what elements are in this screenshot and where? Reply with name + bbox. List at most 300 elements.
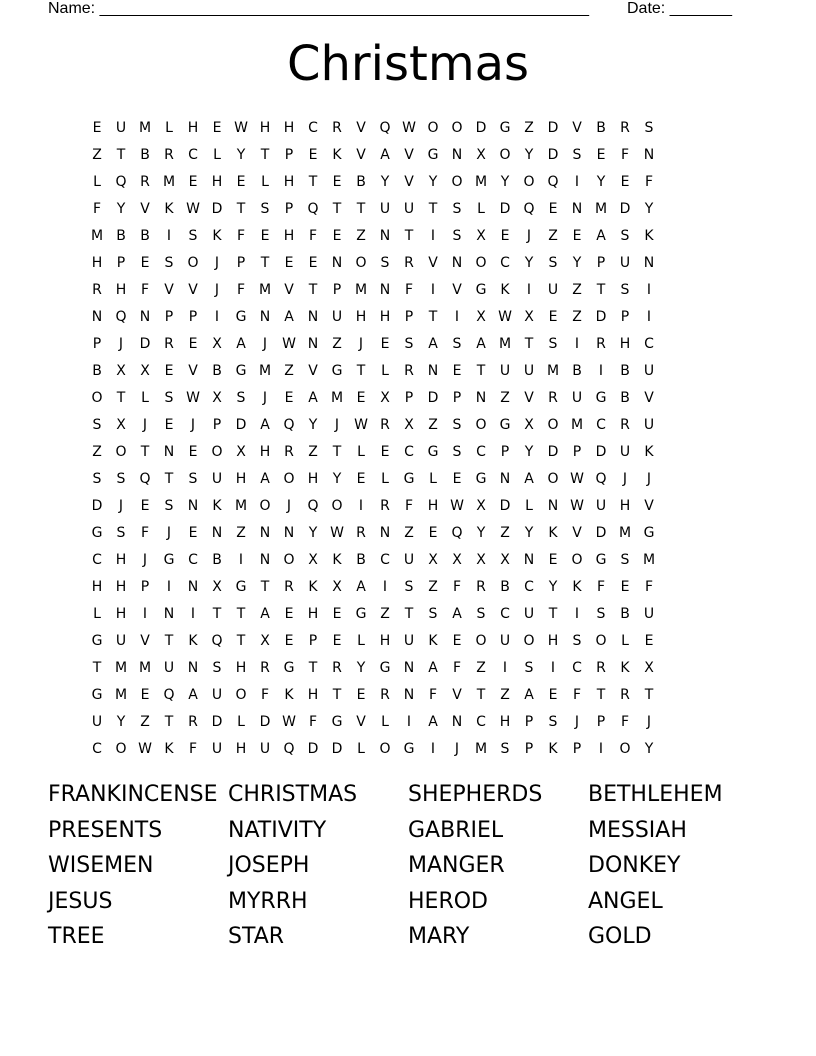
- grid-letter: B: [356, 551, 366, 568]
- grid-letter: V: [404, 173, 414, 190]
- grid-letter: G: [403, 470, 415, 487]
- grid-letter: J: [646, 470, 652, 487]
- grid-letter: E: [212, 119, 222, 136]
- grid-letter: U: [499, 632, 511, 649]
- grid-letter: O: [475, 632, 487, 649]
- grid-letter: F: [140, 281, 150, 298]
- grid-letter: P: [236, 254, 246, 271]
- grid-letter: H: [235, 740, 247, 757]
- grid-letter: S: [548, 254, 558, 271]
- grid-letter: A: [260, 416, 270, 433]
- grid-letter: O: [499, 146, 511, 163]
- grid-letter: P: [596, 254, 606, 271]
- grid-letter: G: [595, 389, 607, 406]
- grid-letter: O: [523, 632, 535, 649]
- grid-letter: L: [237, 713, 245, 730]
- grid-letter: P: [404, 308, 414, 325]
- grid-letter: G: [163, 551, 175, 568]
- grid-letter: N: [499, 470, 511, 487]
- grid-letter: T: [212, 605, 222, 622]
- grid-letter: E: [548, 686, 558, 703]
- grid-letter: P: [92, 335, 102, 352]
- grid-letter: R: [260, 659, 270, 676]
- grid-letter: G: [91, 632, 103, 649]
- grid-letter: L: [93, 605, 101, 622]
- grid-letter: B: [572, 362, 582, 379]
- grid-letter: R: [92, 281, 102, 298]
- grid-letter: J: [286, 497, 292, 514]
- grid-letter: B: [212, 551, 222, 568]
- grid-letter: O: [211, 443, 223, 460]
- grid-letter: P: [452, 389, 462, 406]
- grid-letter: S: [116, 470, 126, 487]
- grid-letter: J: [142, 416, 148, 433]
- grid-letter: V: [356, 119, 366, 136]
- grid-letter: B: [140, 146, 150, 163]
- grid-letter: C: [524, 578, 534, 595]
- grid-letter: A: [260, 470, 270, 487]
- grid-letter: Z: [500, 686, 510, 703]
- grid-letter: W: [282, 713, 296, 730]
- grid-letter: I: [574, 605, 580, 622]
- grid-letter: G: [475, 470, 487, 487]
- grid-letter: E: [284, 632, 294, 649]
- grid-letter: U: [211, 470, 223, 487]
- grid-letter: K: [548, 524, 558, 541]
- grid-letter: P: [284, 146, 294, 163]
- grid-letter: X: [212, 389, 222, 406]
- grid-letter: U: [403, 200, 415, 217]
- grid-letter: S: [428, 605, 438, 622]
- grid-letter: Q: [547, 173, 559, 190]
- grid-row: [85, 222, 733, 249]
- grid-letter: I: [454, 308, 460, 325]
- grid-letter: Y: [548, 578, 558, 595]
- grid-letter: N: [139, 308, 151, 325]
- grid-letter: E: [596, 146, 606, 163]
- grid-letter: H: [115, 281, 127, 298]
- grid-letter: E: [284, 605, 294, 622]
- grid-row: [85, 627, 733, 654]
- grid-letter: A: [236, 335, 246, 352]
- grid-letter: M: [90, 227, 104, 244]
- grid-letter: H: [307, 686, 319, 703]
- grid-letter: T: [476, 686, 486, 703]
- grid-letter: C: [500, 605, 510, 622]
- grid-letter: W: [498, 308, 512, 325]
- grid-letter: N: [163, 443, 175, 460]
- grid-letter: I: [526, 281, 532, 298]
- grid-letter: L: [261, 173, 269, 190]
- grid-letter: O: [475, 254, 487, 271]
- grid-letter: E: [332, 227, 342, 244]
- grid-letter: X: [308, 551, 318, 568]
- grid-letter: H: [283, 227, 295, 244]
- grid-letter: S: [644, 119, 654, 136]
- grid-letter: X: [236, 443, 246, 460]
- grid-letter: V: [356, 713, 366, 730]
- grid-letter: W: [186, 389, 200, 406]
- grid-letter: E: [284, 254, 294, 271]
- grid-letter: G: [91, 686, 103, 703]
- grid-letter: H: [355, 308, 367, 325]
- grid-letter: B: [620, 389, 630, 406]
- grid-letter: W: [234, 119, 248, 136]
- grid-letter: Y: [524, 254, 534, 271]
- grid-letter: R: [164, 335, 174, 352]
- word-list: [48, 780, 768, 958]
- grid-letter: U: [595, 497, 607, 514]
- grid-letter: T: [260, 578, 270, 595]
- grid-letter: J: [214, 281, 220, 298]
- grid-letter: Q: [211, 632, 223, 649]
- grid-letter: R: [284, 443, 294, 460]
- grid-letter: X: [212, 578, 222, 595]
- grid-letter: F: [404, 497, 414, 514]
- word-list-item: MYRRH: [228, 888, 308, 914]
- grid-letter: P: [212, 416, 222, 433]
- grid-letter: H: [379, 632, 391, 649]
- grid-letter: S: [500, 740, 510, 757]
- grid-letter: B: [500, 578, 510, 595]
- grid-letter: I: [142, 605, 148, 622]
- grid-letter: J: [190, 416, 196, 433]
- grid-letter: E: [500, 227, 510, 244]
- grid-letter: P: [404, 389, 414, 406]
- grid-letter: S: [572, 632, 582, 649]
- grid-letter: C: [308, 119, 318, 136]
- grid-letter: V: [572, 119, 582, 136]
- grid-letter: G: [475, 281, 487, 298]
- grid-letter: W: [186, 200, 200, 217]
- grid-letter: V: [572, 524, 582, 541]
- grid-letter: R: [596, 659, 606, 676]
- grid-letter: H: [259, 443, 271, 460]
- grid-letter: D: [595, 524, 607, 541]
- word-list-item: GABRIEL: [408, 817, 504, 843]
- grid-letter: D: [475, 119, 487, 136]
- grid-letter: O: [235, 686, 247, 703]
- grid-letter: B: [620, 605, 630, 622]
- grid-letter: T: [428, 308, 438, 325]
- grid-letter: N: [331, 254, 343, 271]
- grid-letter: G: [427, 443, 439, 460]
- grid-letter: I: [550, 659, 556, 676]
- grid-letter: L: [357, 443, 365, 460]
- grid-letter: B: [620, 362, 630, 379]
- grid-letter: V: [188, 281, 198, 298]
- grid-letter: E: [452, 470, 462, 487]
- grid-letter: Z: [500, 389, 510, 406]
- grid-letter: J: [454, 740, 460, 757]
- grid-letter: K: [164, 200, 174, 217]
- grid-row: [85, 735, 733, 762]
- grid-row: [85, 141, 733, 168]
- grid-letter: K: [644, 227, 654, 244]
- grid-letter: S: [188, 227, 198, 244]
- grid-letter: D: [427, 389, 439, 406]
- grid-letter: S: [548, 335, 558, 352]
- grid-letter: M: [138, 659, 152, 676]
- grid-letter: J: [118, 497, 124, 514]
- grid-letter: S: [476, 605, 486, 622]
- grid-letter: N: [187, 659, 199, 676]
- grid-letter: B: [596, 119, 606, 136]
- grid-row: [85, 249, 733, 276]
- grid-letter: T: [644, 686, 654, 703]
- grid-letter: T: [92, 659, 102, 676]
- grid-letter: V: [308, 362, 318, 379]
- grid-letter: P: [308, 632, 318, 649]
- grid-letter: Y: [524, 146, 534, 163]
- grid-letter: Y: [308, 524, 318, 541]
- grid-letter: J: [262, 335, 268, 352]
- grid-letter: C: [404, 443, 414, 460]
- word-list-item: MANGER: [408, 853, 505, 878]
- grid-letter: M: [642, 551, 656, 568]
- grid-letter: L: [621, 632, 629, 649]
- grid-letter: V: [644, 497, 654, 514]
- grid-letter: X: [452, 551, 462, 568]
- grid-letter: G: [595, 551, 607, 568]
- grid-letter: Z: [404, 524, 414, 541]
- grid-letter: E: [188, 443, 198, 460]
- grid-letter: W: [354, 416, 368, 433]
- grid-letter: F: [140, 524, 150, 541]
- grid-letter: N: [211, 524, 223, 541]
- grid-letter: M: [474, 740, 488, 757]
- grid-letter: I: [646, 308, 652, 325]
- grid-letter: T: [164, 470, 174, 487]
- grid-letter: E: [140, 686, 150, 703]
- grid-letter: Z: [92, 146, 102, 163]
- grid-row: [85, 438, 733, 465]
- grid-letter: Q: [307, 200, 319, 217]
- grid-letter: J: [574, 713, 580, 730]
- grid-letter: F: [92, 200, 102, 217]
- grid-letter: N: [307, 308, 319, 325]
- grid-letter: U: [643, 416, 655, 433]
- grid-letter: J: [334, 416, 340, 433]
- grid-letter: X: [500, 551, 510, 568]
- grid-letter: T: [332, 200, 342, 217]
- grid-letter: S: [404, 335, 414, 352]
- grid-letter: T: [596, 281, 606, 298]
- grid-letter: F: [428, 686, 438, 703]
- grid-letter: Y: [380, 173, 390, 190]
- grid-letter: S: [452, 416, 462, 433]
- grid-letter: O: [595, 632, 607, 649]
- grid-letter: I: [430, 227, 436, 244]
- grid-letter: O: [187, 254, 199, 271]
- grid-letter: H: [499, 713, 511, 730]
- grid-letter: N: [427, 362, 439, 379]
- grid-letter: E: [332, 632, 342, 649]
- grid-letter: S: [164, 497, 174, 514]
- grid-letter: O: [547, 416, 559, 433]
- word-list-item: GOLD: [588, 924, 652, 949]
- grid-letter: Y: [524, 524, 534, 541]
- grid-letter: G: [235, 362, 247, 379]
- grid-row: [85, 303, 733, 330]
- grid-letter: U: [211, 740, 223, 757]
- grid-letter: H: [427, 497, 439, 514]
- grid-letter: M: [354, 281, 368, 298]
- grid-letter: T: [476, 362, 486, 379]
- grid-letter: I: [598, 740, 604, 757]
- grid-letter: C: [92, 740, 102, 757]
- grid-letter: I: [430, 740, 436, 757]
- word-list-item: TREE: [48, 924, 105, 949]
- grid-letter: M: [618, 524, 632, 541]
- grid-letter: J: [142, 551, 148, 568]
- grid-letter: E: [356, 389, 366, 406]
- grid-letter: Y: [356, 659, 366, 676]
- grid-letter: B: [212, 362, 222, 379]
- grid-letter: Z: [332, 335, 342, 352]
- grid-letter: E: [308, 254, 318, 271]
- grid-letter: I: [502, 659, 508, 676]
- grid-letter: F: [260, 686, 270, 703]
- grid-letter: W: [450, 497, 464, 514]
- grid-letter: M: [234, 497, 248, 514]
- grid-letter: T: [236, 632, 246, 649]
- grid-letter: Z: [236, 524, 246, 541]
- grid-letter: E: [356, 470, 366, 487]
- grid-letter: E: [236, 173, 246, 190]
- date-field-label: Date: _______: [627, 0, 732, 17]
- grid-letter: E: [92, 119, 102, 136]
- grid-letter: D: [619, 200, 631, 217]
- grid-letter: P: [188, 308, 198, 325]
- grid-letter: M: [258, 362, 272, 379]
- grid-letter: Z: [140, 713, 150, 730]
- grid-letter: Y: [596, 173, 606, 190]
- grid-letter: C: [380, 551, 390, 568]
- grid-letter: P: [572, 740, 582, 757]
- grid-letter: S: [164, 254, 174, 271]
- grid-letter: H: [307, 605, 319, 622]
- grid-letter: Q: [307, 497, 319, 514]
- grid-letter: N: [451, 713, 463, 730]
- grid-letter: L: [381, 713, 389, 730]
- grid-letter: T: [260, 254, 270, 271]
- grid-letter: N: [259, 524, 271, 541]
- grid-letter: T: [308, 659, 318, 676]
- grid-letter: I: [190, 605, 196, 622]
- grid-row: [85, 573, 733, 600]
- grid-letter: W: [570, 497, 584, 514]
- grid-letter: E: [548, 551, 558, 568]
- grid-letter: Z: [476, 659, 486, 676]
- grid-letter: H: [235, 470, 247, 487]
- word-list-item: JESUS: [48, 888, 113, 914]
- grid-letter: N: [451, 146, 463, 163]
- grid-letter: M: [162, 173, 176, 190]
- grid-letter: A: [428, 335, 438, 352]
- grid-letter: A: [356, 578, 366, 595]
- word-list-item: BETHLEHEM: [588, 782, 723, 807]
- grid-letter: H: [259, 119, 271, 136]
- grid-letter: Z: [428, 416, 438, 433]
- grid-letter: U: [619, 254, 631, 271]
- grid-letter: I: [214, 308, 220, 325]
- grid-letter: S: [524, 659, 534, 676]
- grid-letter: Y: [308, 416, 318, 433]
- grid-letter: N: [403, 659, 415, 676]
- grid-letter: B: [356, 173, 366, 190]
- grid-letter: X: [476, 551, 486, 568]
- grid-letter: T: [116, 146, 126, 163]
- grid-letter: L: [357, 632, 365, 649]
- grid-letter: N: [307, 335, 319, 352]
- grid-letter: I: [166, 578, 172, 595]
- grid-letter: P: [596, 713, 606, 730]
- grid-letter: H: [115, 578, 127, 595]
- grid-letter: E: [380, 443, 390, 460]
- page-title: Christmas: [286, 36, 529, 92]
- grid-letter: Y: [572, 254, 582, 271]
- grid-letter: K: [164, 740, 174, 757]
- grid-letter: T: [308, 281, 318, 298]
- grid-letter: F: [620, 146, 630, 163]
- word-list-item: HEROD: [408, 888, 488, 914]
- grid-letter: S: [188, 470, 198, 487]
- grid-letter: H: [283, 119, 295, 136]
- grid-letter: O: [547, 470, 559, 487]
- grid-letter: F: [308, 227, 318, 244]
- grid-row: [85, 546, 733, 573]
- grid-letter: I: [382, 578, 388, 595]
- grid-letter: N: [187, 578, 199, 595]
- grid-letter: N: [643, 146, 655, 163]
- grid-letter: I: [574, 335, 580, 352]
- grid-letter: Q: [595, 470, 607, 487]
- grid-letter: C: [188, 551, 198, 568]
- grid-letter: V: [452, 686, 462, 703]
- grid-letter: O: [115, 443, 127, 460]
- grid-letter: A: [596, 227, 606, 244]
- grid-letter: Q: [451, 524, 463, 541]
- grid-letter: N: [379, 281, 391, 298]
- grid-letter: O: [523, 173, 535, 190]
- grid-letter: A: [452, 605, 462, 622]
- word-list-item: NATIVITY: [228, 817, 327, 843]
- grid-letter: Q: [379, 119, 391, 136]
- grid-letter: Z: [500, 524, 510, 541]
- grid-letter: A: [428, 713, 438, 730]
- grid-letter: X: [116, 362, 126, 379]
- grid-letter: V: [356, 146, 366, 163]
- grid-letter: Q: [283, 740, 295, 757]
- grid-letter: G: [643, 524, 655, 541]
- grid-letter: L: [477, 200, 485, 217]
- grid-letter: N: [91, 308, 103, 325]
- grid-letter: R: [404, 254, 414, 271]
- grid-letter: N: [259, 551, 271, 568]
- grid-letter: P: [164, 308, 174, 325]
- word-list-item: DONKEY: [588, 853, 681, 878]
- grid-letter: C: [572, 659, 582, 676]
- grid-letter: U: [163, 659, 175, 676]
- grid-letter: Y: [524, 443, 534, 460]
- grid-letter: S: [620, 281, 630, 298]
- grid-letter: E: [308, 146, 318, 163]
- grid-letter: L: [381, 470, 389, 487]
- grid-letter: T: [356, 362, 366, 379]
- grid-letter: L: [165, 119, 173, 136]
- grid-letter: N: [403, 686, 415, 703]
